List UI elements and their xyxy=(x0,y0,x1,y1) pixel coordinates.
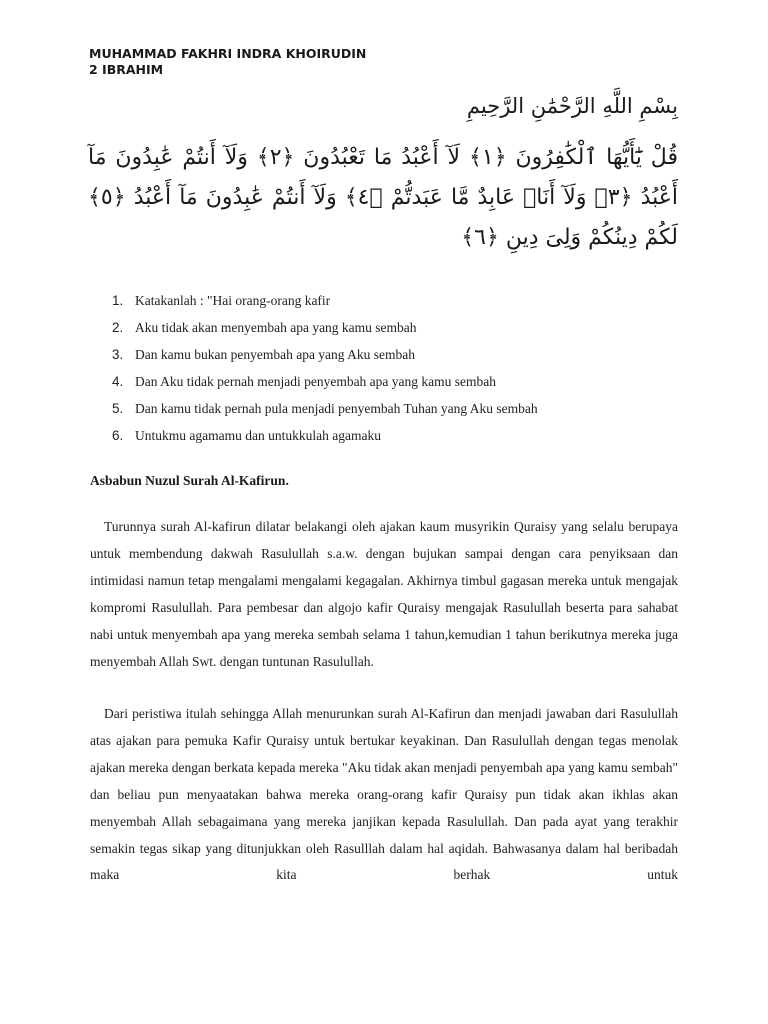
paragraph: Turunnya surah Al-kafirun dilatar belakangi oleh ajakan kaum musyrikin Quraisy yang selalu berupaya untuk membendung dakwah Rasulullah s.a.w. dengan bujukan sampai dengan cara penyiksaan dan intimidasi namun tetap mengalami mengalami kegagalan. Akhirnya timbul gagasan mereka untuk mengajak kompromi Rasulullah. Para pembesar dan algojo kafir Quraisy mengajak Rasulullah beserta para sahabat nabi untuk menyembah apa yang mereka sembah selama 1 tahun,kemudian 1 tahun berikutnya mereka juga menyembah Allah Swt. dengan tuntunan Rasulullah. xyxy=(90,519,678,669)
list-item-text: Untukmu agamamu dan untukkulah agamaku xyxy=(135,428,381,443)
list-item-text: Dan kamu tidak pernah pula menjadi penyembah Tuhan yang Aku sembah xyxy=(135,401,538,416)
bismillah: بِسْمِ اللَّهِ الرَّحْمَٰنِ الرَّحِيمِ xyxy=(466,94,678,118)
list-item xyxy=(112,290,538,317)
class-name: 2 IBRAHIM xyxy=(89,62,164,77)
list-item xyxy=(112,317,538,344)
list-item xyxy=(112,371,538,398)
list-item-number: 3. xyxy=(112,347,124,362)
paragraph: Dari peristiwa itulah sehingga Allah menurunkan surah Al-Kafirun dan menjadi jawaban dari Rasulullah atas ajakan para pemuka Kafir Quraisy untuk bertukar keyakinan. Dan Rasulullah dengan tegas menolak ajakan mereka dengan berkata kepada mereka "Aku tidak akan menjadi penyembah apa yang kamu sembah" dan beliau pun menyaatakan bahwa mereka orang-orang kafir Quraisy pun tidak akan ikhlas akan menyembah Allah sebagaimana yang mereka janjikan kepada Rasulullah. Dan pada ayat yang terakhir semakin tegas sikap yang ditunjukkan oleh Rasulllah dalam hal aqidah. Bahwasanya dalam hal beribadah maka kita berhak untuk xyxy=(90,706,678,883)
list-item-number: 1. xyxy=(112,293,124,308)
list-item-number: 4. xyxy=(112,374,124,389)
list-item-number: 6. xyxy=(112,428,124,443)
list-item-text: Katakanlah : "Hai orang-orang kafir xyxy=(135,293,331,308)
surah-arabic-text: قُلْ يَٰٓأَيُّهَا ٱلْكَٰفِرُونَ ﴿١﴾ لَآ أَعْبُدُ مَا تَعْبُدُونَ ﴿٢﴾ وَلَآ أَنتُمْ عَٰبِدُونَ مَآ أَعْبُدُ ﴿٣﴾ وَلَآ أَنَا۠ عَابِدٌ مَّا عَبَدتُّمْ ﴿٤﴾ وَلَآ أَنتُمْ عَٰبِدُونَ مَآ أَعْبُدُ ﴿٥﴾ لَكُمْ دِينُكُمْ وَلِىَ دِينِ ﴿٦﴾ xyxy=(88,145,678,250)
translation-list xyxy=(112,290,538,452)
list-item-text: Aku tidak akan menyembah apa yang kamu sembah xyxy=(135,320,417,335)
author-name: MUHAMMAD FAKHRI INDRA KHOIRUDIN xyxy=(89,46,367,61)
list-item-text: Dan kamu bukan penyembah apa yang Aku sembah xyxy=(135,347,416,362)
document-header xyxy=(89,46,366,78)
list-item-number: 2. xyxy=(112,320,124,335)
list-item xyxy=(112,344,538,371)
list-item xyxy=(112,398,538,425)
list-item-text: Dan Aku tidak pernah menjadi penyembah apa yang kamu sembah xyxy=(135,374,497,389)
section-heading: Asbabun Nuzul Surah Al-Kafirun. xyxy=(90,473,289,488)
list-item-number: 5. xyxy=(112,401,124,416)
list-item xyxy=(112,425,538,452)
